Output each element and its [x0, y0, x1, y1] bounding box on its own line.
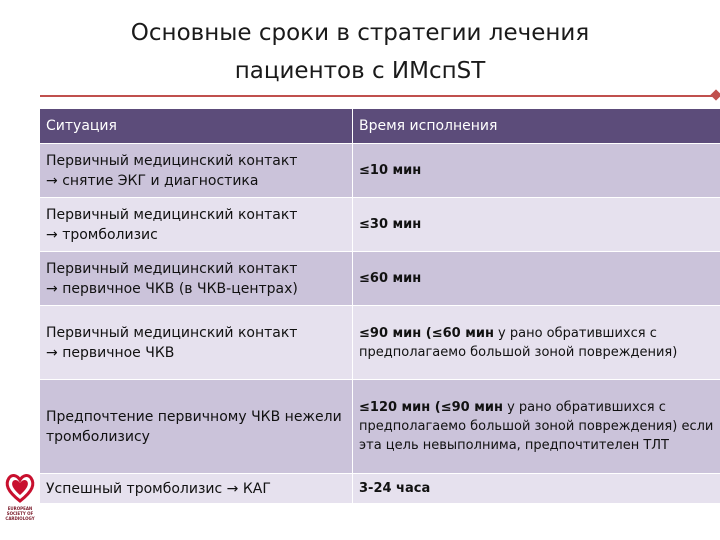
esc-logo — [3, 470, 37, 536]
situation-line-1: Первичный медицинский контакт — [46, 152, 298, 169]
time-value-note: у рано обратившихся с предполагаемо большой зоной повреждения) — [359, 325, 678, 360]
situation-line-2: → тромболизис — [46, 226, 158, 243]
situation-line-1: Первичный медицинский контакт — [46, 206, 298, 223]
situation-line-2: КАГ — [242, 480, 271, 497]
arrow-right-icon: → — [46, 344, 58, 361]
time-cell — [353, 380, 720, 474]
arrow-right-icon: → — [46, 226, 58, 243]
arrow-right-icon: → — [226, 480, 239, 497]
table-row — [40, 252, 720, 306]
situation-cell — [40, 198, 353, 252]
title-underline — [40, 95, 716, 97]
time-value-bold: ≤120 мин (≤90 мин — [359, 400, 503, 415]
time-value: 3-24 часа — [359, 481, 431, 496]
situation-cell — [40, 144, 353, 198]
time-cell — [353, 198, 720, 252]
table-row — [40, 144, 720, 198]
situation-line-1: Успешный тромболизис — [46, 480, 223, 497]
situation-line-1: Первичный медицинский контакт — [46, 260, 298, 277]
situation-cell — [40, 474, 353, 504]
table-row — [40, 198, 720, 252]
header-time: Время исполнения — [353, 109, 720, 144]
situation-line-2: → первичное ЧКВ — [46, 344, 175, 361]
situation-text: Предпочтение первичному ЧКВ нежели тромболизису — [46, 408, 342, 445]
slide-title — [60, 14, 660, 90]
slide-title-line-2: пациентов с ИМспST — [234, 58, 486, 84]
esc-logo-text: EUROPEAN SOCIETY OF CARDIOLOGY — [5, 506, 35, 521]
time-cell — [353, 306, 720, 380]
time-cell — [353, 144, 720, 198]
header-situation: Ситуация — [40, 109, 353, 144]
table-row — [40, 474, 720, 504]
slide-title-line-1: Основные сроки в стратегии лечения — [130, 20, 590, 46]
table-row — [40, 380, 720, 474]
situation-cell — [40, 252, 353, 306]
timing-table — [39, 108, 720, 504]
situation-cell — [40, 380, 353, 474]
situation-cell — [40, 306, 353, 380]
time-cell — [353, 474, 720, 504]
time-value: ≤60 мин — [359, 271, 422, 286]
situation-line-2: → первичное ЧКВ (в ЧКВ-центрах) — [46, 280, 298, 297]
esc-heart-logo-icon — [3, 470, 37, 506]
arrow-right-icon: → — [46, 280, 58, 297]
time-value: ≤30 мин — [359, 217, 422, 232]
situation-line-1: Первичный медицинский контакт — [46, 324, 298, 341]
arrow-right-icon: → — [46, 172, 58, 189]
time-value-bold: ≤90 мин (≤60 мин — [359, 325, 494, 341]
time-value-note: у рано обратившихся с предполагаемо большой зоной повреждения) если эта цель невыполнима, предпочтителен ТЛТ — [359, 400, 714, 453]
table-header-row — [40, 109, 720, 144]
table-row — [40, 306, 720, 380]
time-cell — [353, 252, 720, 306]
time-value: ≤10 мин — [359, 163, 422, 178]
situation-line-2: → снятие ЭКГ и диагностика — [46, 172, 259, 189]
